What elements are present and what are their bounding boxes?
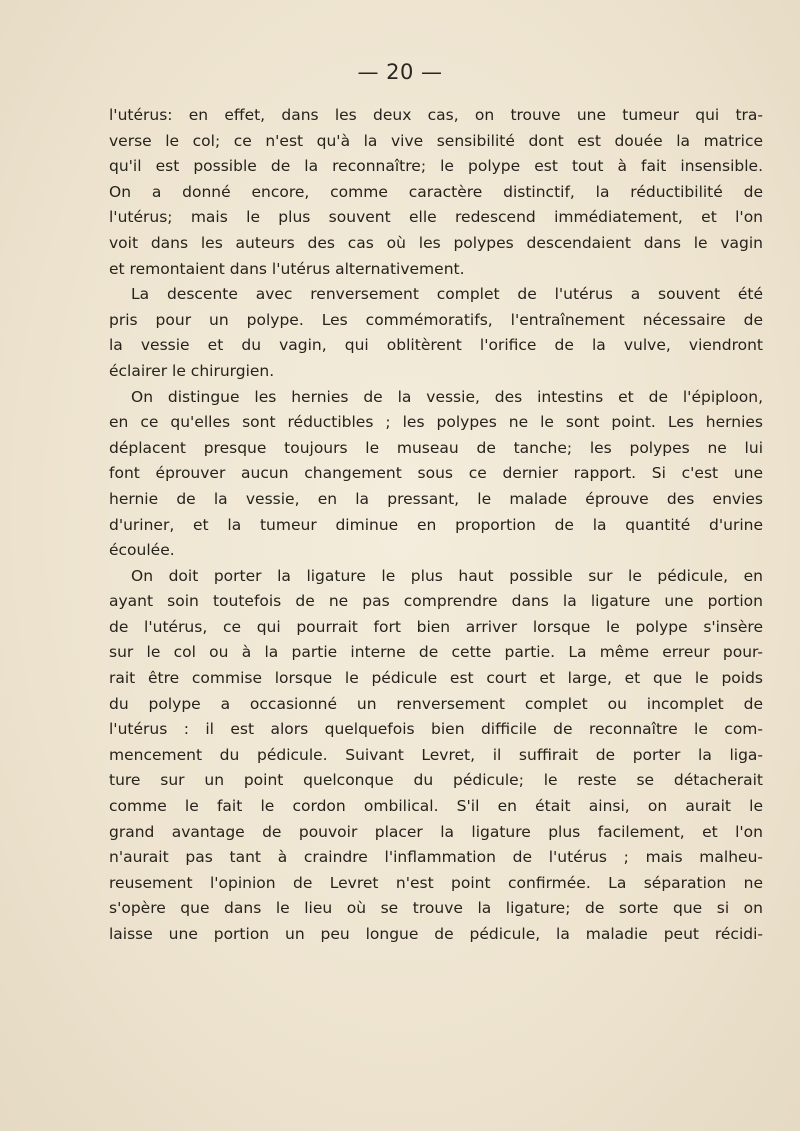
text-line: du polype a occasionné un renversement complet ou incomplet de xyxy=(109,694,763,713)
paragraph-4 xyxy=(109,564,763,948)
text-line: mencement du pédicule. Suivant Levret, il suffirait de porter la liga- xyxy=(109,745,763,764)
paragraph-3 xyxy=(109,385,763,564)
text-line: font éprouver aucun changement sous ce dernier rapport. Si c'est une xyxy=(109,464,763,483)
text-line: ayant soin toutefois de ne pas comprendre dans la ligature une portion xyxy=(109,592,763,611)
text-line: La descente avec renversement complet de l'utérus a souvent été xyxy=(131,285,763,304)
text-line: verse le col; ce n'est qu'à la vive sensibilité dont est douée la matrice xyxy=(109,131,763,150)
text-line: laisse une portion un peu longue de pédicule, la maladie peut récidi- xyxy=(109,925,763,943)
paragraph-1 xyxy=(109,103,763,282)
text-line: grand avantage de pouvoir placer la ligature plus facilement, et l'on xyxy=(109,822,763,841)
text-line: pris pour un polype. Les commémoratifs, l'entraînement nécessaire de xyxy=(109,310,763,329)
text-line: écoulée. xyxy=(109,541,175,560)
text-line: l'utérus : il est alors quelquefois bien difficile de reconnaître le com- xyxy=(109,720,763,739)
text-line: rait être commise lorsque le pédicule est court et large, et que le poids xyxy=(109,669,763,688)
text-line: déplacent presque toujours le museau de tanche; les polypes ne lui xyxy=(109,438,763,457)
text-line: On doit porter la ligature le plus haut possible sur le pédicule, en xyxy=(131,566,763,585)
text-line: voit dans les auteurs des cas où les polypes descendaient dans le vagin xyxy=(109,233,763,252)
text-line: reusement l'opinion de Levret n'est point confirmée. La séparation ne xyxy=(109,873,763,892)
text-line: s'opère que dans le lieu où se trouve la ligature; de sorte que si on xyxy=(109,899,763,918)
text-line: comme le fait le cordon ombilical. S'il en était ainsi, on aurait le xyxy=(109,797,763,816)
text-line: sur le col ou à la partie interne de cette partie. La même erreur pour- xyxy=(109,643,763,662)
page-number: — 20 — xyxy=(357,60,443,84)
text-line: et remontaient dans l'utérus alternativement. xyxy=(109,259,465,278)
text-line: ture sur un point quelconque du pédicule; le reste se détacherait xyxy=(109,771,763,790)
text-line: On distingue les hernies de la vessie, des intestins et de l'épiploon, xyxy=(131,387,763,406)
text-line: d'uriner, et la tumeur diminue en proportion de la quantité d'urine xyxy=(109,515,763,534)
text-line: hernie de la vessie, en la pressant, le malade éprouve des envies xyxy=(109,489,763,508)
body-text xyxy=(109,103,763,948)
text-line: qu'il est possible de la reconnaître; le polype est tout à fait insensible. xyxy=(109,157,763,176)
text-line: de l'utérus, ce qui pourrait fort bien arriver lorsque le polype s'insère xyxy=(109,617,763,636)
text-line: On a donné encore, comme caractère distinctif, la réductibilité de xyxy=(109,182,763,201)
text-line: l'utérus; mais le plus souvent elle redescend immédiatement, et l'on xyxy=(109,208,763,227)
text-line: l'utérus: en effet, dans les deux cas, on trouve une tumeur qui tra- xyxy=(109,106,763,124)
text-line: en ce qu'elles sont réductibles ; les polypes ne le sont point. Les hernies xyxy=(109,413,763,432)
text-line: n'aurait pas tant à craindre l'inflammation de l'utérus ; mais malheu- xyxy=(109,848,763,867)
paragraph-2 xyxy=(109,282,763,384)
text-line: éclairer le chirurgien. xyxy=(109,361,275,380)
text-line: la vessie et du vagin, qui oblitèrent l'orifice de la vulve, viendront xyxy=(109,336,763,355)
